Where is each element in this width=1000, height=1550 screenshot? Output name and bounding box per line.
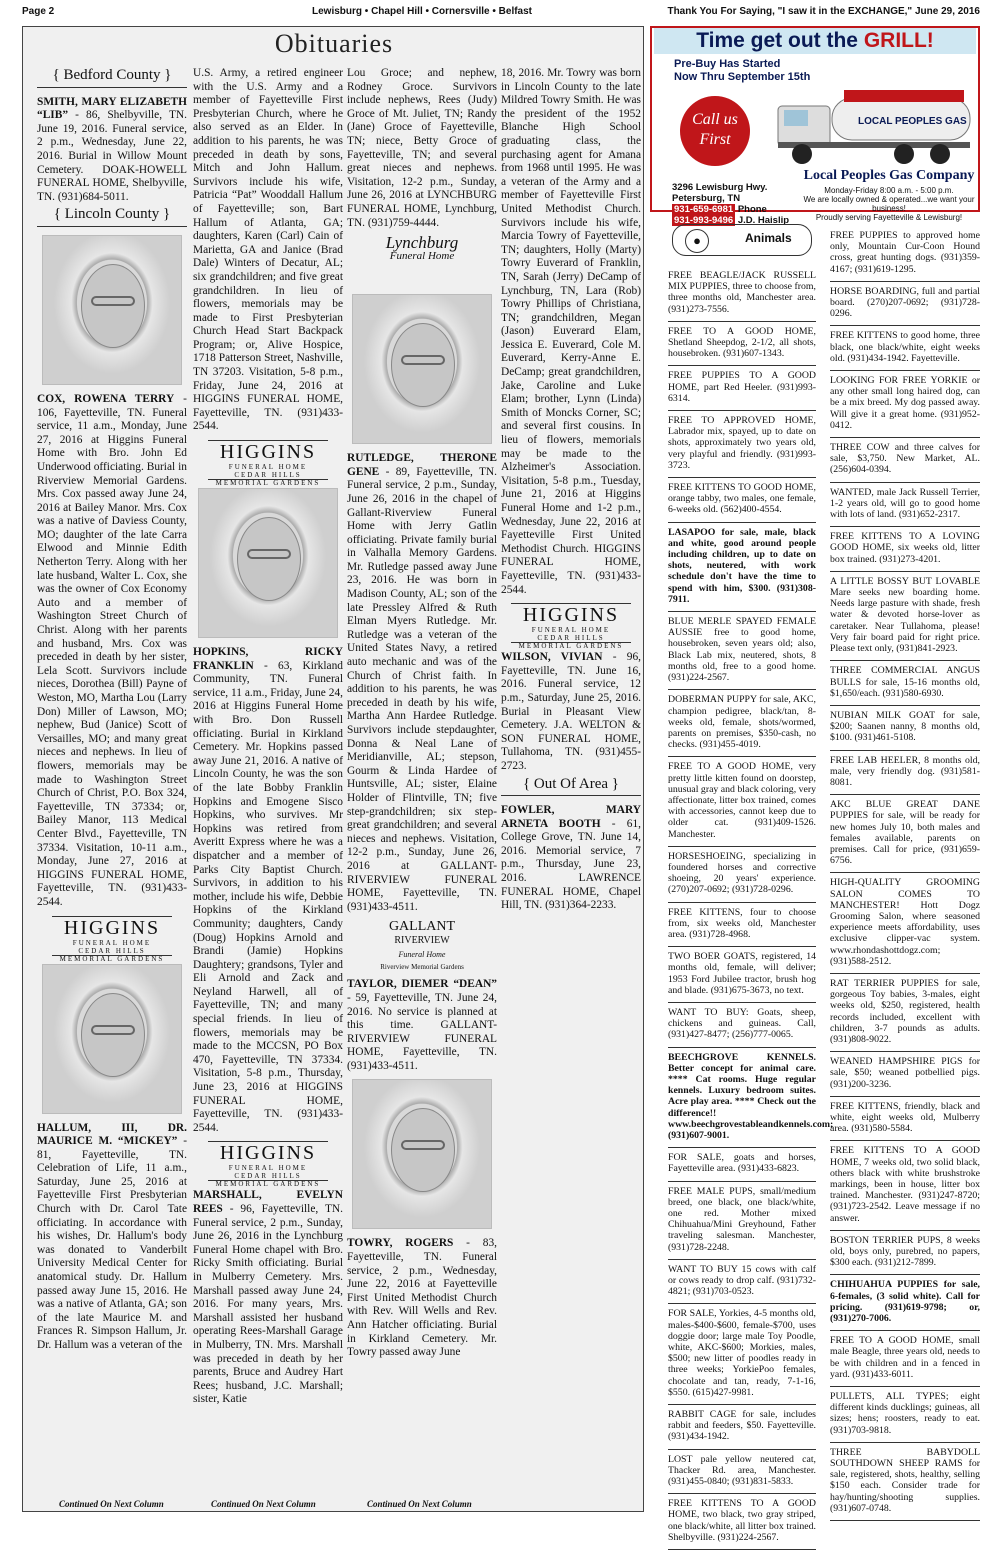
- ad-call-us-badge: Call us First: [680, 96, 750, 166]
- higgins-logo: HIGGINS FUNERAL HOME CEDAR HILLS MEMORIAL GARDENS: [52, 916, 172, 956]
- ad-headline: Time get out the GRILL!: [654, 28, 976, 54]
- classified-ad: RABBIT CAGE for sale, includes rabbit and feeders, $50. Fayetteville. (931)434-1942.: [668, 1405, 816, 1450]
- lynchburg-logo: Lynchburg Funeral Home: [385, 233, 459, 262]
- ad-company-name: Local Peoples Gas Company: [803, 168, 975, 183]
- classified-ad: LASAPOO for sale, male, black and white, good around people including children, up to date on shots, neutered, with work schedule don't have the time to spend with him, $300. (931)308-7911.: [668, 523, 816, 612]
- classified-ad: FREE TO A GOOD HOME, Shetland Sheepdog, 2-1/2, all shots, housebroken. (931)607-1343.: [668, 322, 816, 367]
- classified-ad: FREE PUPPIES to approved home only, Mountain Cur-Coon Hound cross, great hunting dogs. (931)359-4167; (931)619-1295.: [830, 226, 980, 282]
- continued-note-3: Continued On Next Column: [367, 1499, 472, 1509]
- obit-column-3: [347, 67, 497, 1364]
- classified-ad: THREE COW and three calves for sale, $3,750. New Market, AL. (256)604-0394.: [830, 438, 980, 483]
- photo-towry: [352, 1079, 492, 1229]
- photo-cox: [42, 235, 182, 385]
- classified-ad: LOOKING FOR FREE YORKIE or any other small long haired dog, can be a mix breed. My dog passed away. Will give it a great home. (931)952-0412.: [830, 371, 980, 438]
- obituary-wilson: WILSON, VIVIAN - 96, Fayetteville, TN. June 16, 2016. Funeral service, 12 p.m., Saturday, June 25, 2016. Burial in Pleasant View Cemetery. J.A. WELTON & SON FUNERAL HOME, Tullahoma, TN. (931)455-2723.: [501, 651, 641, 772]
- section-lincoln-county: { Lincoln County }: [37, 208, 187, 227]
- classified-ad: FREE TO A GOOD HOME, small male Beagle, three years old, needs to be with children and in a fenced in yard. (931)433-6011.: [830, 1331, 980, 1387]
- obituary-towry-continued: 18, 2016. Mr. Towry was born in Lincoln County to the late Mildred Towry Smith. He was the president of the 1952 Blanche High School graduating class, the purchasing agent for Amana from 1968 until 1995. He was a veteran of the Army and a member of Fayetteville First United Methodist Church. Survivors include his wife, Marcia Towry of Fayetteville, TN; daughters, Holly (Marty) Towry Euverard of Franklin, TN, Sarah (Jerry) DeCamp of Lynchburg, TN, Lara (Rob) Towry Phillips of Christiana, TN; grandchildren, Megan (Jason) Euverard Elam, Jessica E. Euverard, Cole M. Euverard, Kerry-Anne E. DeCamp; great grandchildren, Jake, Caroline and Luke Elam; brother, Lynn (Linda) Smith of Moncks Corner, SC; and several first cousins. In lieu of flowers, memorials may be made to the Alzheimer's Association. Visitation, 5-8 p.m., Tuesday, June 21, 2016 at Higgins Funeral Home and 1-2 p.m., Wednesday, June 22, 2016 at Fayetteville First United Methodist Church. HIGGINS FUNERAL HOME, Fayetteville, TN. (931)433-2544.: [501, 67, 641, 596]
- obituary-taylor: TAYLOR, DIEMER “DEAN” - 59, Fayetteville, TN. June 24, 2016. No service is planned at this time. GALLANT-RIVERVIEW FUNERAL HOME, Fayetteville, TN. (931)433-4511.: [347, 978, 497, 1072]
- ad-address-block: 3296 Lewisburg Hwy. Petersburg, TN 931-659-6981 Phone 931-993-9496 J.D. Haislip: [672, 182, 790, 226]
- classified-ad: FREE KITTENS to good home, three black, one black/white, eight weeks old. (931)434-1942. Fayetteville.: [830, 326, 980, 371]
- photo-hopkins: [198, 488, 338, 638]
- classified-ad: HORSE BOARDING, full and partial board. (270)207-0692; (931)728-0296.: [830, 282, 980, 327]
- section-out-of-area: { Out Of Area }: [501, 778, 641, 797]
- obituary-marshall: MARSHALL, EVELYN REES - 96, Fayetteville, TN. Funeral service, 2 p.m., Sunday, June 26, 2016 in the Lynchburg Funeral Home chapel with Bro. Ricky Smith officiating. Burial in Mulberry Cemetery. Mrs. Marshall passed away June 24, 2016. For many years, Mrs. Marshall assisted her husband operating Rees-Marshall Garage in Mulberry, TN. Mrs. Marshall was preceded in death by her parents, Bruce and Audrey Hart Rees; husband, J.C. Marshall; sister, Katie: [193, 1189, 343, 1406]
- classified-ad: FREE KITTENS, four to choose from, six weeks old, Manchester area. (931)728-4968.: [668, 903, 816, 948]
- classified-ad: AKC BLUE GREAT DANE PUPPIES for sale, will be ready for new homes July 10, both males and females available, parents on premises. Call for price, (931)659-6756.: [830, 795, 980, 873]
- section-bedford-county: { Bedford County }: [37, 69, 187, 88]
- classified-ad: THREE BABYDOLL SOUTHDOWN SHEEP RAMS for sale, registered, shots, healthy, selling $150 each. Consider trade for hay/hunting/shooting supplies. (931)607-0748.: [830, 1443, 980, 1521]
- classified-ad: TWO BOER GOATS, registered, 14 months old, female, will deliver; 1953 Ford Jubilee tractor, brush hog and blade. (931)675-3673, no text.: [668, 947, 816, 1003]
- higgins-logo: HIGGINS FUNERAL HOME CEDAR HILLS MEMORIAL GARDENS: [511, 603, 631, 643]
- classifieds-column-1: [668, 218, 834, 1550]
- local-peoples-gas-ad: [650, 26, 980, 226]
- continued-note-2: Continued On Next Column: [211, 1499, 316, 1509]
- classified-ad: LOST pale yellow neutered cat, Thacker Rd. area, Manchester. (931)455-0840; (931)831-5833.: [668, 1450, 816, 1495]
- classified-ad: A LITTLE BOSSY BUT LOVABLE Mare seeks new boarding home. Needs large pasture with shade, fresh water & devoted horse-lover as caretaker. Near Tullahoma, please! Very fair board paid for right price. Please text only, (931)841-2923.: [830, 572, 980, 661]
- paw-print-icon: ●: [685, 229, 709, 253]
- classified-ad: THREE COMMERCIAL ANGUS BULLS for sale, 15-16 months old, $1,650/each. (931)580-6930.: [830, 661, 980, 706]
- classified-ad: WEANED HAMPSHIRE PIGS for sale, $50; weaned potbellied pigs. (931)200-3236.: [830, 1052, 980, 1097]
- classified-ad: BLUE MERLE SPAYED FEMALE AUSSIE free to good home, housebroken, seven years old; also, Black Lab mix, neutered, shots, 8 months old, free to a good home. (931)224-2567.: [668, 612, 816, 690]
- obituary-hopkins: HOPKINS, RICKY FRANKLIN - 63, Kirkland Community, TN. Funeral service, 11 a.m., Friday, June 24, 2016 at Higgins Funeral Home with Bro. Don Russell officiating. Burial in Kirkland Cemetery. Mr. Hopkins passed away June 21, 2016. A native of Lincoln County, he was the son of the late Bobby Franklin Hopkins and Emogene Sisco Hopkins, who survives. Mr Hopkins was retired from Averitt Express where he was a dispatcher and a member of Parks City Baptist Church. Survivors, in addition to his mother, include his wife, Debbie Hopkins of the Kirkland Community; daughters, Candy (Doug) Hopkins Arnold and Brandi (Jamie) Hopkins Daughtery; grandsons, Tyler and Eli Arnold and Zack and Neyland Harwell, all of Fayetteville, TN; and many special friends. In lieu of flowers, memorials may be made to the MCCSN, PO Box 470, Fayetteville, TN 37334. Visitation, 5-8 p.m., Thursday, June 23, 2016 at HIGGINS FUNERAL HOME, Fayetteville, TN. (931)433-2544.: [193, 646, 343, 1134]
- classified-ad: FREE MALE PUPS, small/medium breed, one black, one black/white, one red. Mother mixed Chihuahua/Mini Greyhound, Father traveling salesman. Manchester, (931)728-2248.: [668, 1182, 816, 1260]
- classified-ad: FREE BEAGLE/JACK RUSSELL MIX PUPPIES, three to choose from, three months old, Manchester area. (931)273-7556.: [668, 266, 816, 322]
- classified-ad: FREE TO APPROVED HOME, Labrador mix, spayed, up to date on shots, approximately two years old, very playful and friendly. (931)993-3723.: [668, 411, 816, 478]
- classified-ad: NUBIAN MILK GOAT for sale, $200; Saanen nanny, 8 months old, $100. (931)461-5108.: [830, 706, 980, 751]
- obituary-rutledge: RUTLEDGE, THERONE GENE - 89, Fayetteville, TN. Funeral service, 2 p.m., Sunday, June 26, 2016 in the chapel of Gallant-Riverview Funeral Home with Jerry Gatlin officiating. Private family burial in Valhalla Memory Gardens. Mr. Rutledge passed away June 23, 2016. He was born in Madison County, AL; son of the late Pressley Alfred & Ruth Elman Myers Rutledge. Mr. Rutledge was a veteran of the United States Navy, a retired auto mechanic and was of the Church of Christ faith. In addition to his parents, he was preceded in death by his wife, Martha Ann Hardee Rutledge. Survivors include stepdaughter, Donna & Neal Lane of Meridianville, AL; stepson, Gourm & Linda Hardee of Huntsville, AL; sister, Elaine Holder of Flintville, TN; five step-grandchildren; six step-great grandchildren; and several nieces and nephews. Visitation, 12-2 p.m., Sunday, June 26, 2016 at GALLANT-RIVERVIEW FUNERAL HOME, Fayetteville, TN. (931)433-4511.: [347, 452, 497, 913]
- classified-ad: FREE LAB HEELER, 8 months old, male, very friendly dog. (931)581-8081.: [830, 751, 980, 796]
- photo-hallum: [42, 964, 182, 1114]
- classified-ad: FREE KITTENS, friendly, black and white, eight weeks old, Mulberry area. (931)580-5584.: [830, 1097, 980, 1142]
- edition-locations: Lewisburg • Chapel Hill • Cornersville • Belfast: [312, 6, 532, 17]
- photo-rutledge: [352, 294, 492, 444]
- obituary-marshall-continued: Lou Groce; and nephew, Rodney Groce. Survivors include nephews, Rees (Judy) Groce of Mt. Juliet, TN; Randy (Jane) Groce of Fayetteville, TN; niece, Betty Groce of Fayetteville, TN; and several great nieces and nephews. Visitation, 12-2 p.m., Sunday, June 26, 2016 at LYNCHBURG FUNERAL HOME, Lynchburg, TN. (931)759-4444.: [347, 67, 497, 229]
- obituary-smith: SMITH, MARY ELIZABETH “LIB” - 86, Shelbyville, TN. June 19, 2016. Funeral service, 2 p.m., Wednesday, June 22, 2016. Burial in Willow Mount Cemetery. DOAK-HOWELL FUNERAL HOME, Shelbyville, TN. (931)684-5011.: [37, 95, 187, 203]
- obituaries-title: Obituaries: [274, 29, 394, 58]
- classified-ad: FOR SALE, goats and horses, Fayetteville area. (931)433-6823.: [668, 1148, 816, 1181]
- classified-ad: FREE PUPPIES TO A GOOD HOME, part Red Heeler. (931)993-6314.: [668, 366, 816, 411]
- classified-ad: FREE KITTENS TO A GOOD HOME, 7 weeks old, two solid black, others black with white brushstroke markings, been in house, litter box trained. Manchester. (931)247-8720; (931)723-2542. Leave message if no answer.: [830, 1141, 980, 1230]
- obituary-cox: COX, ROWENA TERRY - 106, Fayetteville, TN. Funeral service, 11 a.m., Monday, June 27, 2016 at Higgins Funeral Home with Bro. John Ed Underwood officiating. Burial in Riverview Memorial Gardens. Mrs. Cox passed away June 24, 2016 at Bailey Manor. Mrs. Cox was a native of Daviess County, MO; daughter of the late Carra Elwood and Minnie Edith Netherton Terry. Along with her late husband, Walter L. Cox, she was the owner of Cox Economy Auto and a member of Washington Street Church of Christ. Along with her parents and husband, Mrs. Cox was preceded in death by her sister, Lela Scott. Survivors include nieces, Dorothea (Bill) Payne of Weston, MO, Martha Lou (Larry Don) Miller of Lawson, MO; nephew, Bud (Janice) Scott of Versailles, MO; and many great nieces and nephews. In lieu of flowers, memorials may be made to Washington Street Church of Christ, P.O. Box 324, Fayetteville, TN 37334; or, Bailey Manor, 113 Medical Center Blvd., Fayetteville, TN 37334. Visitation, 10-11 a.m., Monday, June 27, 2016 at HIGGINS FUNERAL HOME, Fayetteville, TN. (931)433-2544.: [37, 392, 187, 908]
- obituary-hallum-continued: U.S. Army, a retired engineer with the U.S. Army and a member of Fayetteville First Presbyterian Church, where he also served as an Elder. In addition to his parents, he was preceded in death by sons, Mitch and John Hallum. Survivors include his wife, Patricia “Pat” Wooddall Hallum of Fayetteville; son, Bart Hallum of Atlanta, GA; daughters, Karen (Carl) Cain of Marietta, GA and Janice (Brad Dale) Winters of Decatur, AL; six grandchildren; and five great grandchildren. In lieu of flowers, memorials may be made to First Presbyterian Church Head Start Backpack Program; or, Alive Hospice, 1718 Patterson Street, Nashville, TN 37203. Visitation, 5-8 p.m., Friday, June 24, 2016 at HIGGINS FUNERAL HOME, Fayetteville, TN. (931)433-2544.: [193, 67, 343, 433]
- obit-column-2: [193, 67, 343, 1411]
- classified-ad: WANT TO BUY 15 cows with calf or cows ready to drop calf. (931)732-4821; (931)703-0523.: [668, 1260, 816, 1305]
- classified-ad: RAT TERRIER PUPPIES for sale, gorgeous Toy babies, 3-males, eight weeks old, $250, registered, health records included, excellent with children, 3-7 pounds as adults. (931)808-9022.: [830, 974, 980, 1052]
- classified-ad: PULLETS, ALL TYPES; eight different kinds ducklings; guineas, all sizes; hens; roosters, ready to eat. (931)703-9818.: [830, 1387, 980, 1443]
- classified-ad: DOBERMAN PUPPY for sale, AKC, champion pedigree, black/tan, 8-weeks old, female, shots/wormed, parents on premises, $350-cash, no checks. (931)455-4019.: [668, 690, 816, 757]
- higgins-logo: HIGGINS FUNERAL HOME CEDAR HILLS MEMORIAL GARDENS: [208, 1141, 328, 1181]
- classified-ad: BEECHGROVE KENNELS. Better concept for animal care. **** Cat rooms. Huge regular kennels. Luxury bedroom suites. Acre play area. **** Check out the difference!! www.beechgrovestableandkennels.com; (931)607-9001.: [668, 1048, 816, 1149]
- classified-ad: FREE KITTENS TO GOOD HOME, orange tabby, two males, one female, 6-weeks old. (562)400-4554.: [668, 478, 816, 523]
- continued-note-1: Continued On Next Column: [59, 1499, 164, 1509]
- obituaries-section: [22, 26, 644, 1512]
- obituary-fowler: FOWLER, MARY ARNETA BOOTH - 61, College Grove, TN. June 14, 2016. Memorial service, 7 p.m., Thursday, June 23, 2016. LAWRENCE FUNERAL HOME, Chapel Hill, TN. (931)364-2233.: [501, 804, 641, 912]
- classified-ad: CHIHUAHUA PUPPIES for sale, 6-females, (3 solid white). Call for pricing. (931)619-9798; or, (931)270-7006.: [830, 1275, 980, 1331]
- gas-truck-illustration: [774, 76, 974, 168]
- truck-label: LOCAL PEOPLES GAS: [858, 116, 967, 127]
- classifieds-column-2: [830, 226, 980, 1521]
- obit-column-1: [37, 67, 187, 1357]
- classified-ad: HIGH-QUALITY GROOMING SALON COMES TO MANCHESTER! Hott Dogz Grooming Salon, where seasoned experience meets affordability, uses exclusive clipper-vac system. www.rhondashottdogz.com; (931)588-2512.: [830, 873, 980, 974]
- header-slogan: Thank You For Saying, "I saw it in the EXCHANGE," June 29, 2016: [667, 6, 980, 17]
- classified-ad: FOR SALE, Yorkies, 4-5 months old, males-$400-$600, female-$700, uses doggie door; large male Toy Poodle, white, AKC-$600; Morkies, males, $500; new litter of poodles ready in three weeks; YorkiePoo females, chocolate and tan, ready, 7-1-16, $550. (615)427-9981.: [668, 1304, 816, 1405]
- classified-ad: BOSTON TERRIER PUPS, 8 weeks old, boys only, purebred, no papers, $300 each. (931)212-7899.: [830, 1231, 980, 1276]
- animals-section-header: ● Animals: [672, 224, 812, 256]
- page-header: [22, 6, 980, 20]
- obituary-hallum: HALLUM, III, DR. MAURICE M. “MICKEY” - 81, Fayetteville, TN. Celebration of Life, 11 a.m., Saturday, June 25, 2016 at Fayetteville First Presbyterian Church with Dr. Carol Tate officiating. In accordance with his wishes, Dr. Hallum's body was donated to Vanderbilt University Medical Center for anatomical study. Dr. Hallum passed away June 15, 2016. He was a native of Atlanta, GA; son of the late Maurice M. and Frances R. Simpson Hallum, Jr. Dr. Hallum was a veteran of the: [37, 1121, 187, 1351]
- classified-ad: WANTED, male Jack Russell Terrier, 1-2 years old, will go to good home with lots of land. (931)652-2317.: [830, 483, 980, 528]
- classified-ad: HORSESHOEING, specializing in foundered horses and corrective shoeing, 20 years' experience. (270)207-0692; (931)728-0296.: [668, 847, 816, 903]
- page-number: Page 2: [22, 6, 55, 17]
- ad-prebuy: Pre-Buy Has Started Now Thru September 15th: [674, 58, 811, 83]
- classified-ad: FREE TO A GOOD HOME, very pretty little kitten found on doorstep, unusual gray and black coloring, very affectionate, litter box trained, comes with accessories, cannot keep due to older cat. (931)409-1526. Manchester.: [668, 757, 816, 846]
- gallant-logo: GALLANT RIVERVIEW Funeral Home Riverview Memorial Gardens: [380, 919, 464, 972]
- obituary-towry: TOWRY, ROGERS - 83, Fayetteville, TN. Funeral service, 2 p.m., Wednesday, June 22, 2016 at Fayetteville First United Methodist Church with Rev. Will Wells and Rev. Ann Hatcher officiating. Burial in Kirkland Cemetery. Mr. Towry passed away June: [347, 1237, 497, 1359]
- classified-ad: FREE KITTENS TO A LOVING GOOD HOME, six weeks old, litter box trained. (931)273-4201.: [830, 527, 980, 572]
- classified-ad: FREE KITTENS TO A GOOD HOME, two black, two gray striped, one black/white, all litter box trained. Shelbyville. (931)224-2567.: [668, 1494, 816, 1550]
- ad-hours: Monday-Friday 8:00 a.m. - 5:00 p.m. We are locally owned & operated...we want your business! Proudly serving Fayetteville & Lewisburg!: [803, 186, 975, 222]
- classified-ad: WANT TO BUY: Goats, sheep, chickens and guineas. Call, (931)427-8477; (256)777-0065.: [668, 1003, 816, 1048]
- higgins-logo: HIGGINS FUNERAL HOME CEDAR HILLS MEMORIAL GARDENS: [208, 440, 328, 480]
- obit-column-4: [501, 67, 641, 917]
